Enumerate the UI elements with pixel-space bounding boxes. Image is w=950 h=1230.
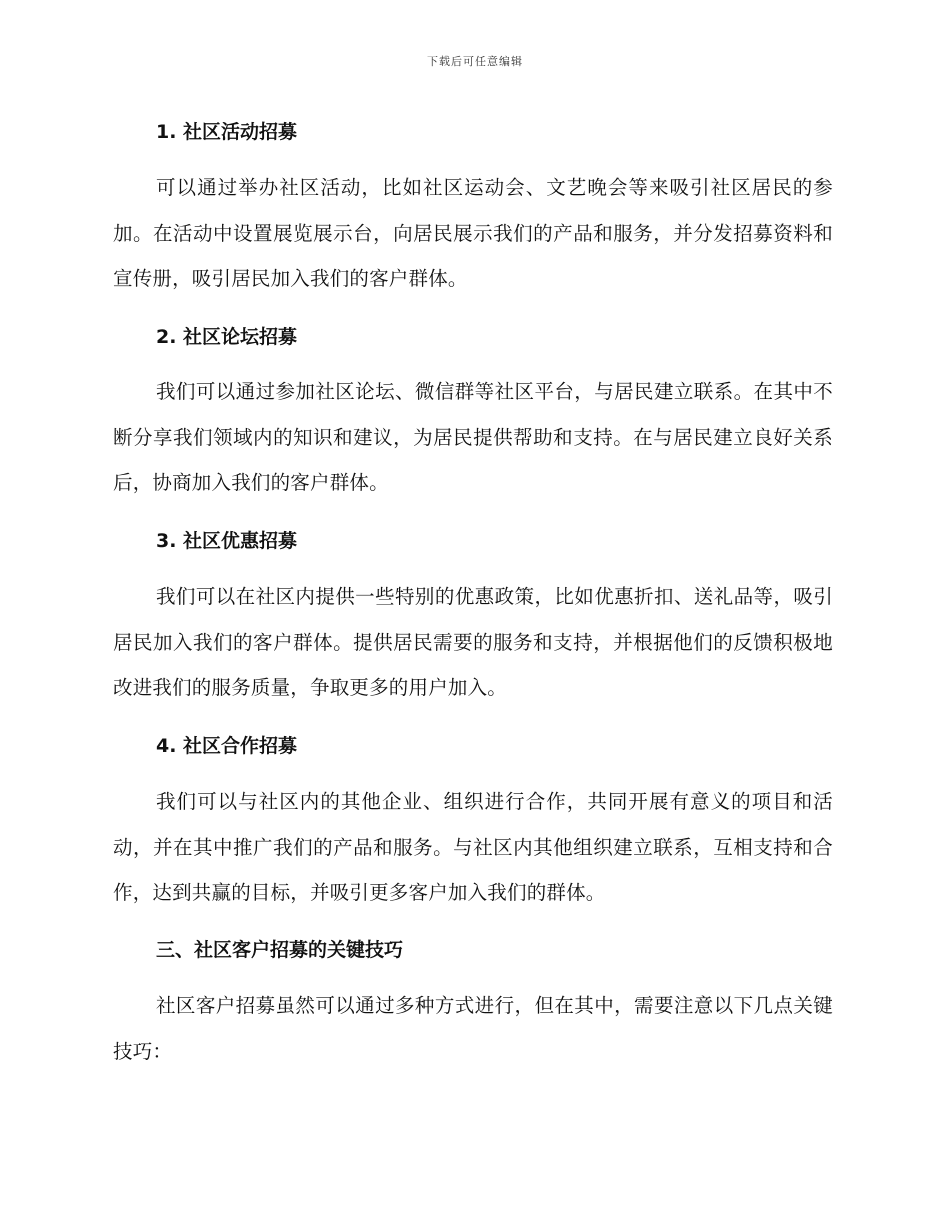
section-heading: 3. 社区优惠招募	[156, 530, 298, 552]
section-heading: 4. 社区合作招募	[156, 735, 298, 757]
section-paragraph: 我们可以与社区内的其他企业、组织进行合作，共同开展有意义的项目和活动，并在其中推广我们的产品和服务。与社区内其他组织建立联系，互相支持和合作，达到共赢的目标，并吸引更多客户加入我们的群体。	[113, 790, 833, 904]
section-paragraph: 我们可以在社区内提供一些特别的优惠政策，比如优惠折扣、送礼品等，吸引居民加入我们的客户群体。提供居民需要的服务和支持，并根据他们的反馈积极地改进我们的服务质量，争取更多的用户加入。	[113, 585, 833, 699]
section-heading: 1. 社区活动招募	[156, 121, 298, 143]
page-header: 下载后可任意编辑	[427, 55, 523, 68]
section-heading: 2. 社区论坛招募	[156, 326, 298, 348]
section-paragraph: 我们可以通过参加社区论坛、微信群等社区平台，与居民建立联系。在其中不断分享我们领域内的知识和建议，为居民提供帮助和支持。在与居民建立良好关系后，协商加入我们的客户群体。	[113, 380, 833, 494]
section-heading: 三、社区客户招募的关键技巧	[156, 939, 404, 961]
section-paragraph: 可以通过举办社区活动，比如社区运动会、文艺晚会等来吸引社区居民的参加。在活动中设置展览展示台，向居民展示我们的产品和服务，并分发招募资料和宣传册，吸引居民加入我们的客户群体。	[113, 176, 833, 290]
section-paragraph: 社区客户招募虽然可以通过多种方式进行，但在其中，需要注意以下几点关键技巧：	[113, 994, 833, 1063]
